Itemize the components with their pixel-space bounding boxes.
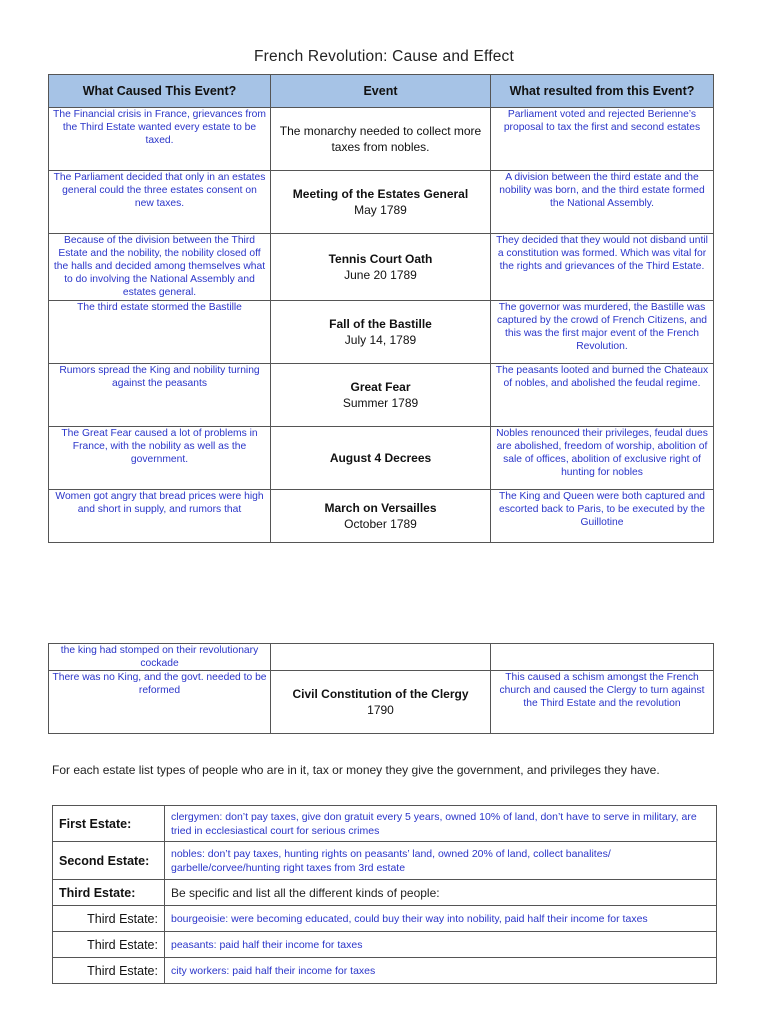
result-cell[interactable]: Parliament voted and rejected Berienne’s proposal to tax the first and second estates <box>491 108 714 171</box>
cause-cell[interactable]: The Great Fear caused a lot of problems in France, with the nobility as well as the government. <box>49 427 271 490</box>
event-date: October 1789 <box>344 517 417 531</box>
table-row <box>49 171 714 234</box>
event-name: Great Fear <box>350 380 411 394</box>
result-cell[interactable]: The peasants looted and burned the Chateaux of nobles, and abolished the feudal regime. <box>491 364 714 427</box>
header-cause: What Caused This Event? <box>49 75 271 108</box>
table-row <box>49 364 714 427</box>
event-cell[interactable] <box>271 171 491 234</box>
estate-answer[interactable]: city workers: paid half their income for taxes <box>165 958 717 984</box>
page-title: French Revolution: Cause and Effect <box>253 48 515 65</box>
event-name: The monarchy needed to collect more taxes from nobles. <box>279 124 482 154</box>
table-row <box>49 234 714 301</box>
estate-answer[interactable]: bourgeoisie: were becoming educated, could buy their way into nobility, paid half their income for taxes <box>165 906 717 932</box>
table-row <box>49 301 714 364</box>
result-cell[interactable] <box>491 644 714 671</box>
cause-cell[interactable]: The Financial crisis in France, grievances from the Third Estate wanted every estate to be taxed. <box>49 108 271 171</box>
estate-answer[interactable]: nobles: don’t pay taxes, hunting rights on peasants’ land, owned 20% of land, collect banalites/ garbelle/corvee/hunting right taxes from 3rd estate <box>165 842 717 880</box>
header-event: Event <box>271 75 491 108</box>
table-row <box>49 671 714 734</box>
estate-label: Third Estate: <box>53 958 165 984</box>
event-cell[interactable] <box>271 490 491 543</box>
table-row <box>49 490 714 543</box>
event-date: 1790 <box>367 703 394 717</box>
cause-cell[interactable]: There was no King, and the govt. needed to be reformed <box>49 671 271 734</box>
event-name: Meeting of the Estates General <box>292 187 469 201</box>
estate-row <box>53 806 717 842</box>
table-row <box>49 108 714 171</box>
event-name: August 4 Decrees <box>329 451 432 465</box>
result-cell[interactable]: A division between the third estate and the nobility was born, and the third estate formed the National Assembly. <box>491 171 714 234</box>
estate-row <box>53 906 717 932</box>
event-cell[interactable] <box>271 108 491 171</box>
estate-answer[interactable]: peasants: paid half their income for taxes <box>165 932 717 958</box>
table-row <box>49 427 714 490</box>
result-cell[interactable]: The King and Queen were both captured and escorted back to Paris, to be executed by the Guillotine <box>491 490 714 543</box>
cause-cell[interactable]: The third estate stormed the Bastille <box>49 301 271 364</box>
event-date: May 1789 <box>354 203 407 217</box>
cause-cell[interactable]: The Parliament decided that only in an estates general could the three estates consent on new taxes. <box>49 171 271 234</box>
estate-label: Third Estate: <box>53 880 165 906</box>
event-cell[interactable] <box>271 234 491 301</box>
event-cell[interactable] <box>271 671 491 734</box>
estate-row <box>53 958 717 984</box>
cause-cell[interactable]: Women got angry that bread prices were high and short in supply, and rumors that <box>49 490 271 543</box>
estates-table <box>52 805 717 984</box>
event-cell[interactable] <box>271 427 491 490</box>
event-cell[interactable] <box>271 644 491 671</box>
result-cell[interactable]: Nobles renounced their privileges, feudal dues are abolished, freedom of worship, abolition of sale of offices, abolition of exclusive right of hunting for nobles <box>491 427 714 490</box>
estate-row <box>53 932 717 958</box>
event-date: June 20 1789 <box>344 268 417 282</box>
cause-effect-table <box>48 74 714 543</box>
estate-label: Third Estate: <box>53 906 165 932</box>
estate-prompt: Be specific and list all the different kinds of people: <box>165 880 717 906</box>
estate-label: Second Estate: <box>53 842 165 880</box>
event-cell[interactable] <box>271 301 491 364</box>
cause-effect-table-continued <box>48 643 714 734</box>
estate-row <box>53 880 717 906</box>
estates-instructions: For each estate list types of people who are in it, tax or money they give the government, and privileges they have. <box>52 763 660 777</box>
event-name: Civil Constitution of the Clergy <box>292 687 469 701</box>
event-cell[interactable] <box>271 364 491 427</box>
event-name: Fall of the Bastille <box>329 317 432 331</box>
event-date: July 14, 1789 <box>344 333 417 347</box>
cause-cell[interactable]: the king had stomped on their revolutionary cockade <box>49 644 271 671</box>
estate-label: First Estate: <box>53 806 165 842</box>
estate-row <box>53 842 717 880</box>
result-cell[interactable]: This caused a schism amongst the French church and caused the Clergy to turn against the Third Estate and the revolution <box>491 671 714 734</box>
event-date: Summer 1789 <box>342 396 419 410</box>
header-result: What resulted from this Event? <box>491 75 714 108</box>
table-row <box>49 644 714 671</box>
event-name: March on Versailles <box>324 501 437 515</box>
estate-label: Third Estate: <box>53 932 165 958</box>
cause-cell[interactable]: Rumors spread the King and nobility turning against the peasants <box>49 364 271 427</box>
result-cell[interactable]: They decided that they would not disband until a constitution was formed. Which was vital for the rights and grievances of the Third Estate. <box>491 234 714 301</box>
estate-answer[interactable]: clergymen: don’t pay taxes, give don gratuit every 5 years, owned 10% of land, don’t have to serve in military, are tried in ecclesiastical court for serious crimes <box>165 806 717 842</box>
table-header-row <box>49 75 714 108</box>
event-name: Tennis Court Oath <box>328 252 433 266</box>
cause-cell[interactable]: Because of the division between the Third Estate and the nobility, the nobility closed off the halls and decided among themselves what to do involving the National Assembly and estates general. <box>49 234 271 301</box>
result-cell[interactable]: The governor was murdered, the Bastille was captured by the crowd of French Citizens, and this was the first major event of the French Revolution. <box>491 301 714 364</box>
